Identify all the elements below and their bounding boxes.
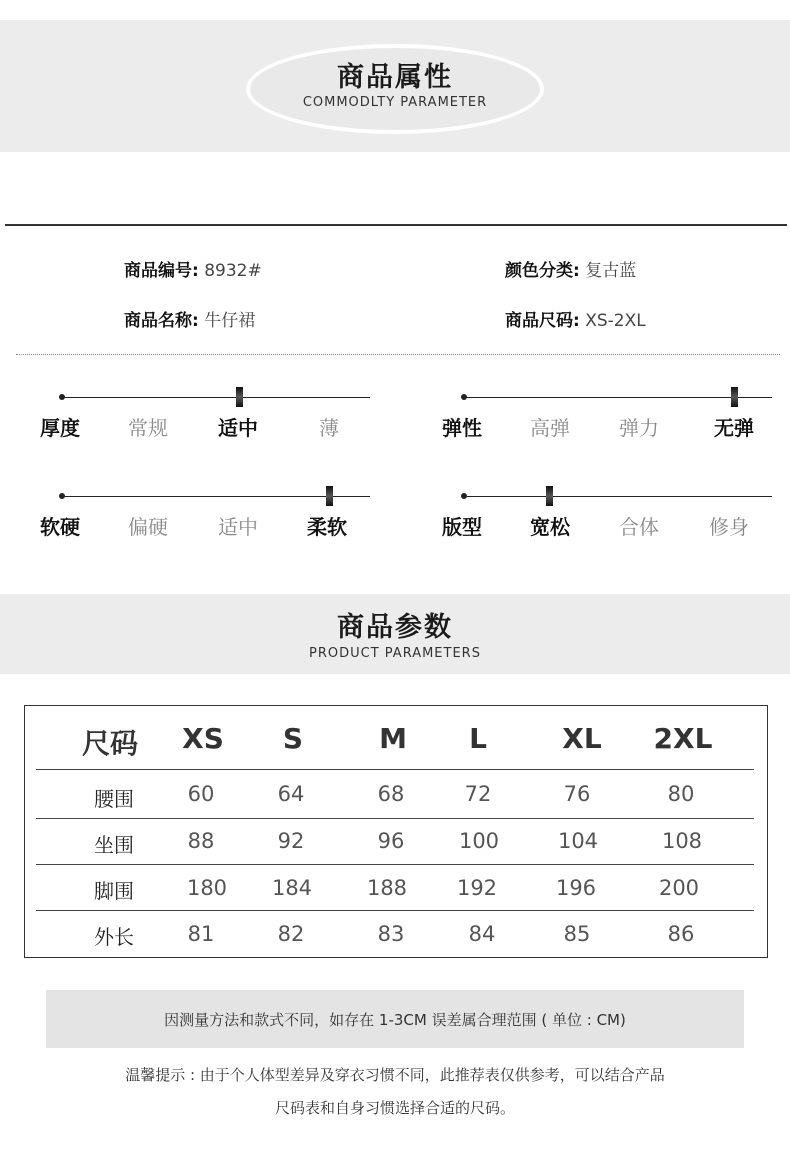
attr-name-label: 商品名称:: [124, 311, 199, 331]
table-header: XL: [562, 722, 602, 755]
scale-line: [464, 397, 772, 398]
table-cell: 184: [271, 876, 313, 900]
scale-name: 版型: [442, 515, 482, 539]
scale-name: 弹性: [442, 416, 482, 440]
table-row-label: 腰围: [94, 787, 134, 811]
dotted-divider: [16, 354, 780, 355]
scale-marker: [326, 486, 333, 506]
table-cell: 92: [277, 829, 305, 853]
section-subtitle-parameters: PRODUCT PARAMETERS: [309, 646, 481, 661]
scale-option: 合体: [619, 515, 659, 539]
table-cell: 192: [456, 876, 498, 900]
table-row-label: 外长: [94, 925, 134, 949]
table-cell: 68: [377, 782, 405, 806]
table-row-label: 坐围: [94, 833, 134, 857]
scale-option-selected: 适中: [218, 416, 258, 440]
scale-option: 偏硬: [128, 515, 168, 539]
table-cell: 80: [667, 782, 695, 806]
measurement-note: 因测量方法和款式不同，如存在 1-3CM 误差属合理范围 ( 单位 : CM): [164, 1011, 626, 1029]
scale-line: [464, 496, 772, 497]
scale-name: 软硬: [40, 515, 80, 539]
table-cell: 104: [557, 829, 599, 853]
table-cell: 85: [563, 922, 591, 946]
attr-code-label: 商品编号:: [124, 261, 199, 281]
scale-option: 薄: [319, 416, 339, 440]
attr-code: [124, 256, 262, 281]
table-cell: 72: [464, 782, 492, 806]
section-subtitle-attributes: COMMODLTY PARAMETER: [302, 95, 488, 110]
table-cell: 64: [277, 782, 305, 806]
table-cell: 196: [555, 876, 597, 900]
attr-name: [124, 306, 255, 331]
attr-color-label: 颜色分类:: [505, 261, 580, 281]
table-cell: 82: [277, 922, 305, 946]
scale-option-selected: 宽松: [530, 515, 570, 539]
tip-line-1: 温馨提示 : 由于个人体型差异及穿衣习惯不同，此推荐表仅供参考，可以结合产品: [125, 1066, 665, 1084]
scale-name: 厚度: [40, 416, 80, 440]
section-title-attributes: 商品属性: [337, 62, 453, 93]
table-cell: 188: [366, 876, 408, 900]
table-cell: 81: [187, 922, 215, 946]
table-header: L: [469, 722, 487, 755]
attr-size-value: XS-2XL: [585, 311, 646, 331]
table-row-divider: [36, 818, 754, 819]
table-cell: 180: [186, 876, 228, 900]
table-header-size: 尺码: [81, 727, 138, 760]
table-cell: 100: [458, 829, 500, 853]
table-header: M: [379, 722, 407, 755]
scale-line: [62, 496, 370, 497]
scale-option: 弹力: [619, 416, 659, 440]
scale-line: [62, 397, 370, 398]
table-cell: 76: [563, 782, 591, 806]
table-header: 2XL: [653, 722, 713, 755]
scale-option-selected: 柔软: [307, 515, 347, 539]
tip-line-2: 尺码表和自身习惯选择合适的尺码。: [274, 1099, 515, 1117]
table-cell: 200: [658, 876, 700, 900]
scale-option: 常规: [128, 416, 168, 440]
table-cell: 108: [661, 829, 703, 853]
table-row-divider: [36, 864, 754, 865]
section-title-parameters: 商品参数: [337, 612, 453, 643]
scale-option: 适中: [218, 515, 258, 539]
table-row-label: 脚围: [94, 879, 134, 903]
attr-color-value: 复古蓝: [585, 261, 637, 281]
table-cell: 96: [377, 829, 405, 853]
attr-code-value: 8932#: [204, 261, 262, 281]
table-header: XS: [182, 722, 224, 755]
attr-size-label: 商品尺码:: [505, 311, 580, 331]
divider-line: [5, 224, 787, 226]
scale-marker: [731, 387, 738, 407]
table-cell: 60: [187, 782, 215, 806]
scale-marker: [236, 387, 243, 407]
scale-option: 高弹: [530, 416, 570, 440]
attr-name-value: 牛仔裙: [204, 311, 256, 331]
table-row-divider: [36, 910, 754, 911]
table-cell: 84: [468, 922, 496, 946]
scale-option-selected: 无弹: [714, 416, 754, 440]
attr-size: [505, 306, 646, 331]
scale-option: 修身: [709, 515, 749, 539]
table-cell: 88: [187, 829, 215, 853]
table-row-divider: [36, 769, 754, 770]
attr-color: [505, 256, 636, 281]
table-cell: 86: [667, 922, 695, 946]
table-header: S: [282, 722, 304, 755]
table-cell: 83: [377, 922, 405, 946]
scale-marker: [546, 486, 553, 506]
